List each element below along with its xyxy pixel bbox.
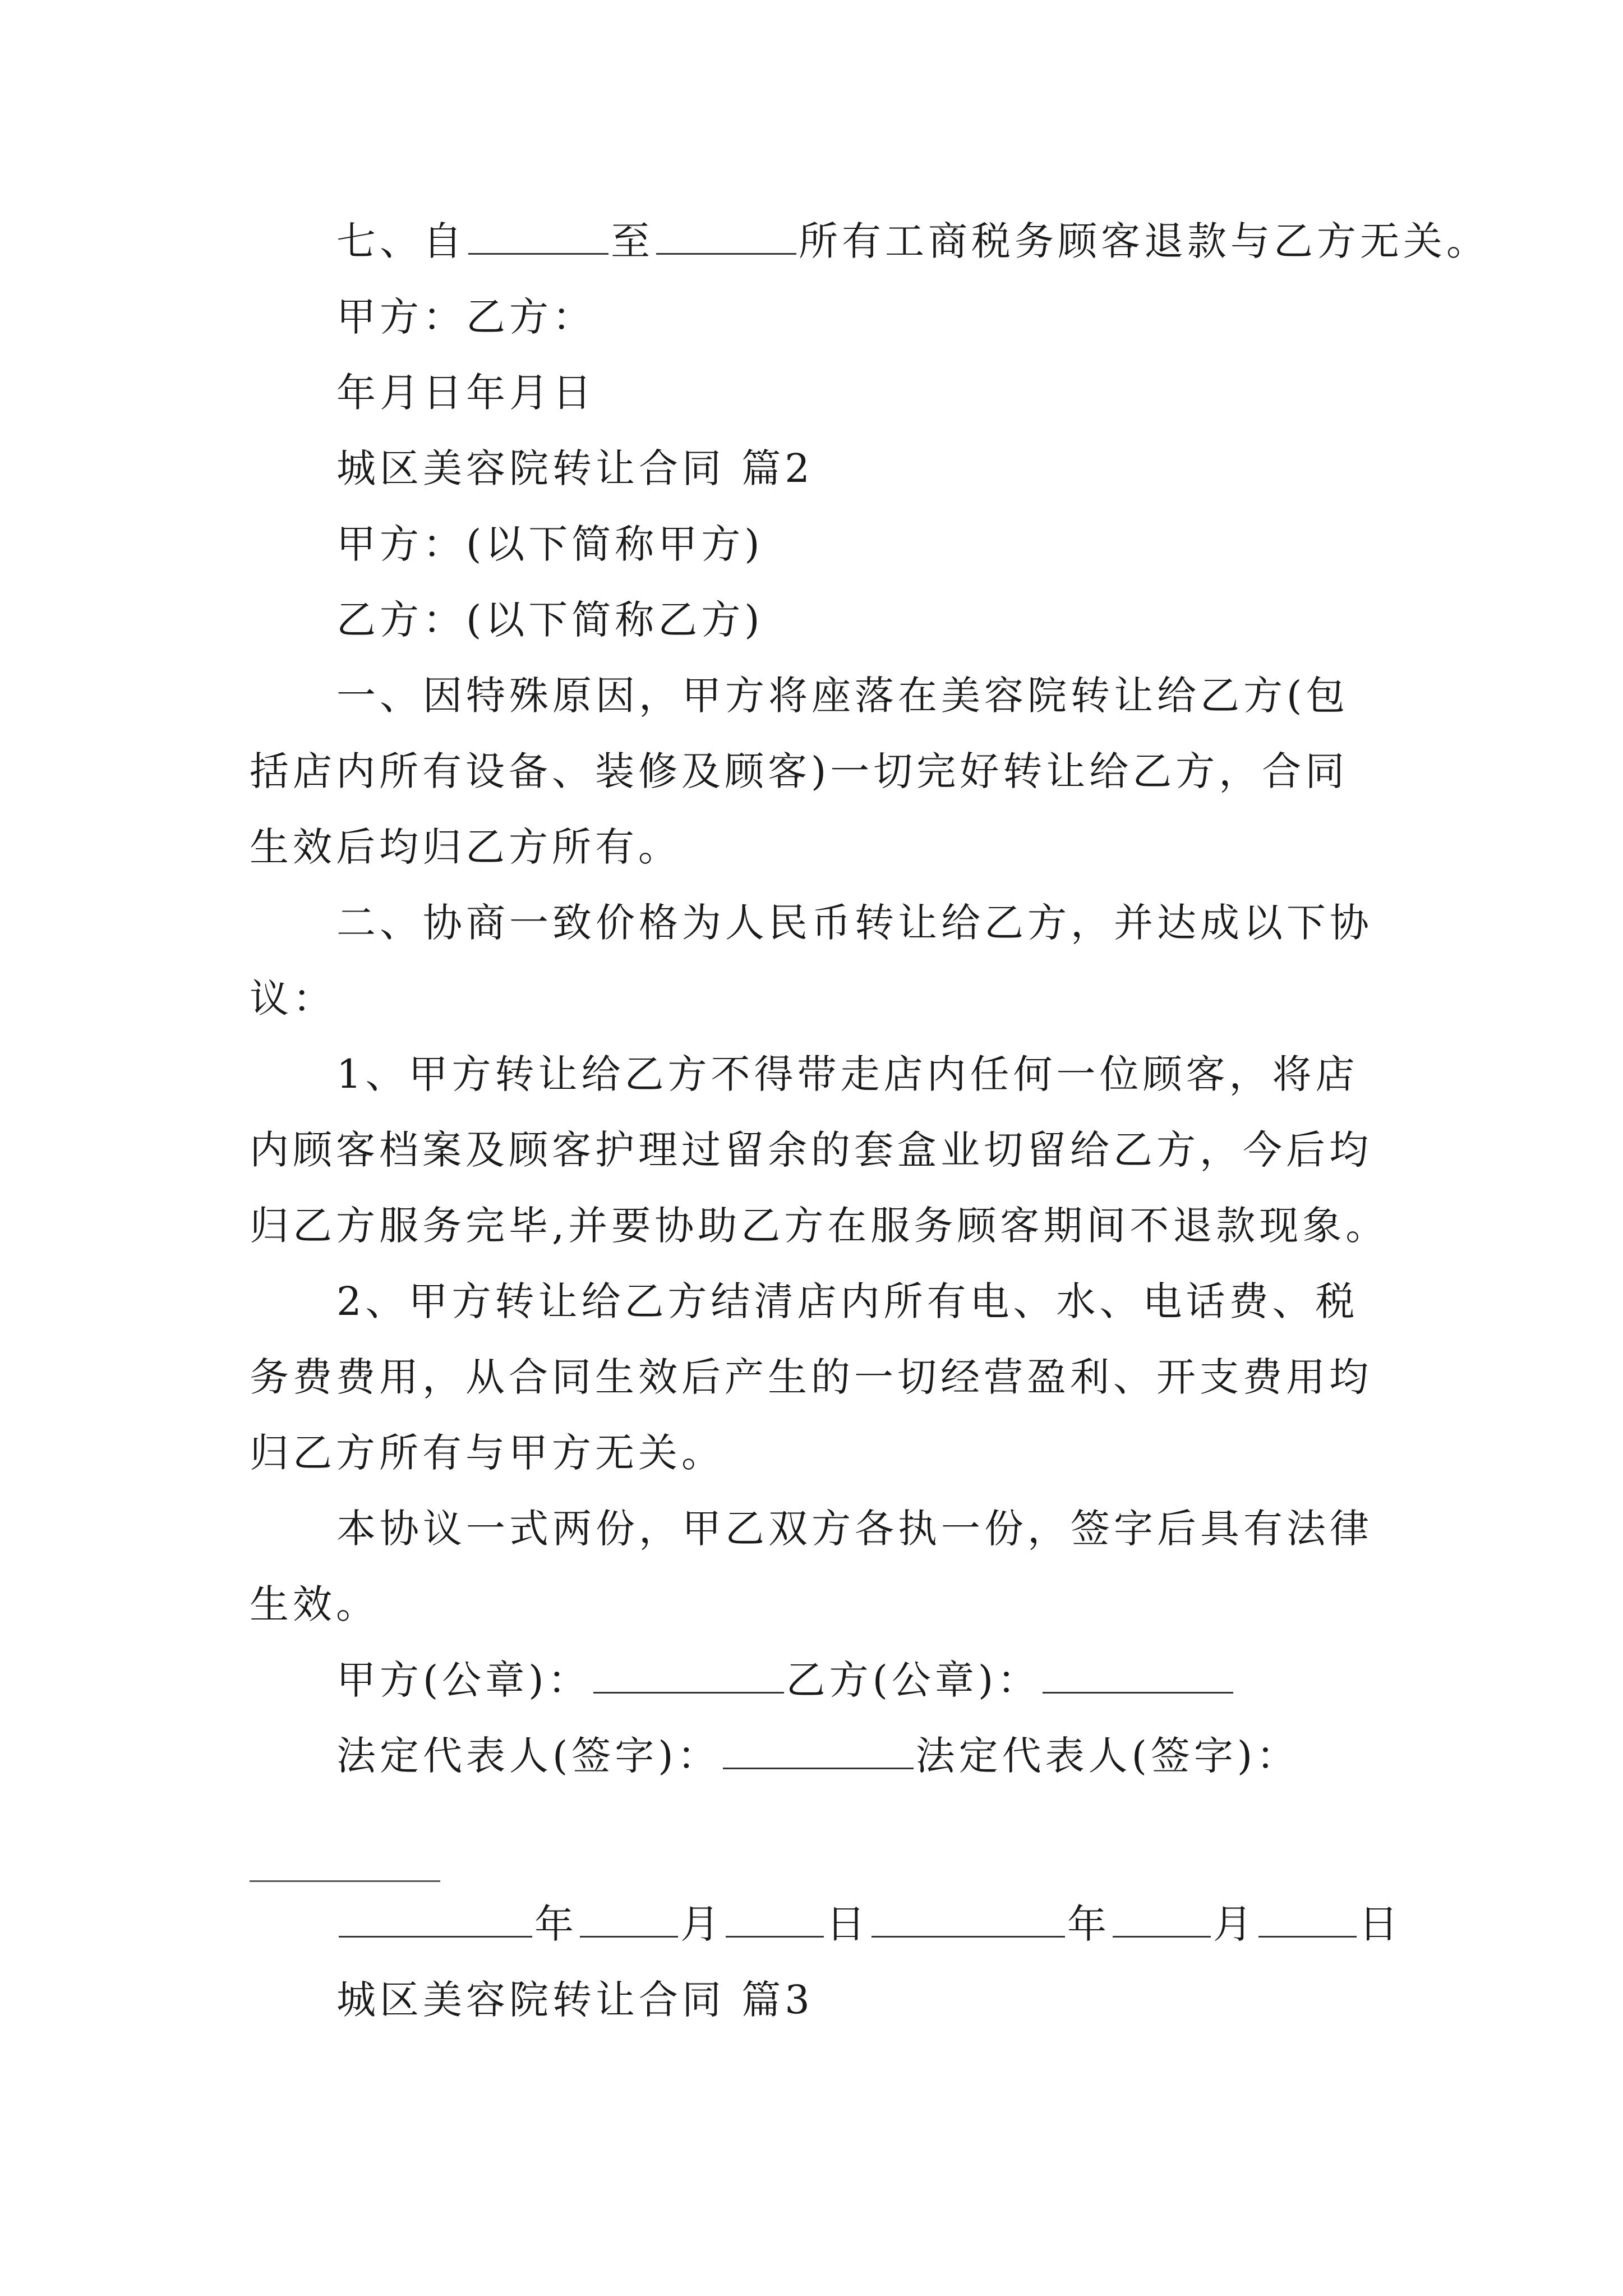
party-b-seal-label: 乙方(公章)： <box>786 1657 1041 1703</box>
day-a-blank <box>726 1901 824 1938</box>
rep-b-label: 法定代表人(签字)： <box>915 1733 1300 1779</box>
representative-line <box>336 1731 1299 1781</box>
party-b-line: 乙方：(以下简称乙方) <box>336 597 764 643</box>
section-heading-3: 城区美容院转让合同 篇3 <box>336 1977 814 2023</box>
party-a-seal-label: 甲方(公章)： <box>336 1657 591 1703</box>
year-a-label: 年 <box>534 1901 578 1947</box>
month-a-label: 月 <box>680 1901 723 1947</box>
item-one-line-1: 1、甲方转让给乙方不得带走店内任何一位顾客，将店 <box>336 1051 1359 1097</box>
date-to-blank <box>656 218 796 255</box>
rep-a-blank <box>723 1733 914 1769</box>
clause-seven-mid: 至 <box>611 218 654 264</box>
item-one-line-2: 内顾客档案及顾客护理过留余的套盒业切留给乙方，今后均 <box>250 1127 1372 1173</box>
clause-seven-prefix: 七、自 <box>336 218 466 264</box>
section-heading-2: 城区美容院转让合同 篇2 <box>336 445 814 491</box>
clause-seven-suffix: 所有工商税务顾客退款与乙方无关。 <box>799 218 1490 264</box>
rep-b-signature-blank <box>250 1880 440 1882</box>
sign-date-line <box>336 1899 1402 1949</box>
item-two-line-3: 归乙方所有与甲方无关。 <box>250 1430 725 1476</box>
party-a-line: 甲方：(以下简称甲方) <box>336 521 764 567</box>
item-one-line-3: 归乙方服务完毕,并要协助乙方在服务顾客期间不退款现象。 <box>250 1203 1389 1249</box>
day-b-label: 日 <box>1359 1901 1402 1947</box>
year-b-label: 年 <box>1067 1901 1110 1947</box>
paragraph-two-line-1: 二、协商一致价格为人民币转让给乙方，并达成以下协 <box>336 900 1373 946</box>
rep-a-label: 法定代表人(签字)： <box>336 1733 721 1779</box>
seal-line <box>336 1655 1235 1705</box>
paragraph-one-line-1: 一、因特殊原因，甲方将座落在美容院转让给乙方(包 <box>336 673 1349 719</box>
party-line: 甲方：乙方： <box>336 294 596 340</box>
date-from-blank <box>468 218 608 255</box>
day-b-blank <box>1258 1901 1357 1938</box>
item-two-line-1: 2、甲方转让给乙方结清店内所有电、水、电话费、税 <box>336 1278 1359 1324</box>
agreement-line-2: 生效。 <box>250 1581 379 1627</box>
month-a-blank <box>580 1901 678 1938</box>
paragraph-one-line-3: 生效后均归乙方所有。 <box>250 824 681 870</box>
day-a-label: 日 <box>826 1901 869 1947</box>
item-two-line-2: 务费费用，从合同生效后产生的一切经营盈利、开支费用均 <box>250 1354 1372 1400</box>
party-a-seal-blank <box>593 1657 784 1694</box>
party-b-seal-blank <box>1043 1657 1233 1694</box>
paragraph-one-line-2: 括店内所有设备、装修及顾客)一切完好转让给乙方，合同 <box>250 748 1349 794</box>
clause-seven <box>336 216 1490 266</box>
year-a-blank <box>339 1901 532 1938</box>
month-b-label: 月 <box>1213 1901 1256 1947</box>
year-b-blank <box>872 1901 1065 1938</box>
date-line: 年月日年月日 <box>336 370 596 416</box>
agreement-line-1: 本协议一式两份，甲乙双方各执一份，签字后具有法律 <box>336 1506 1373 1552</box>
month-b-blank <box>1113 1901 1211 1938</box>
paragraph-two-line-2: 议： <box>250 976 336 1022</box>
